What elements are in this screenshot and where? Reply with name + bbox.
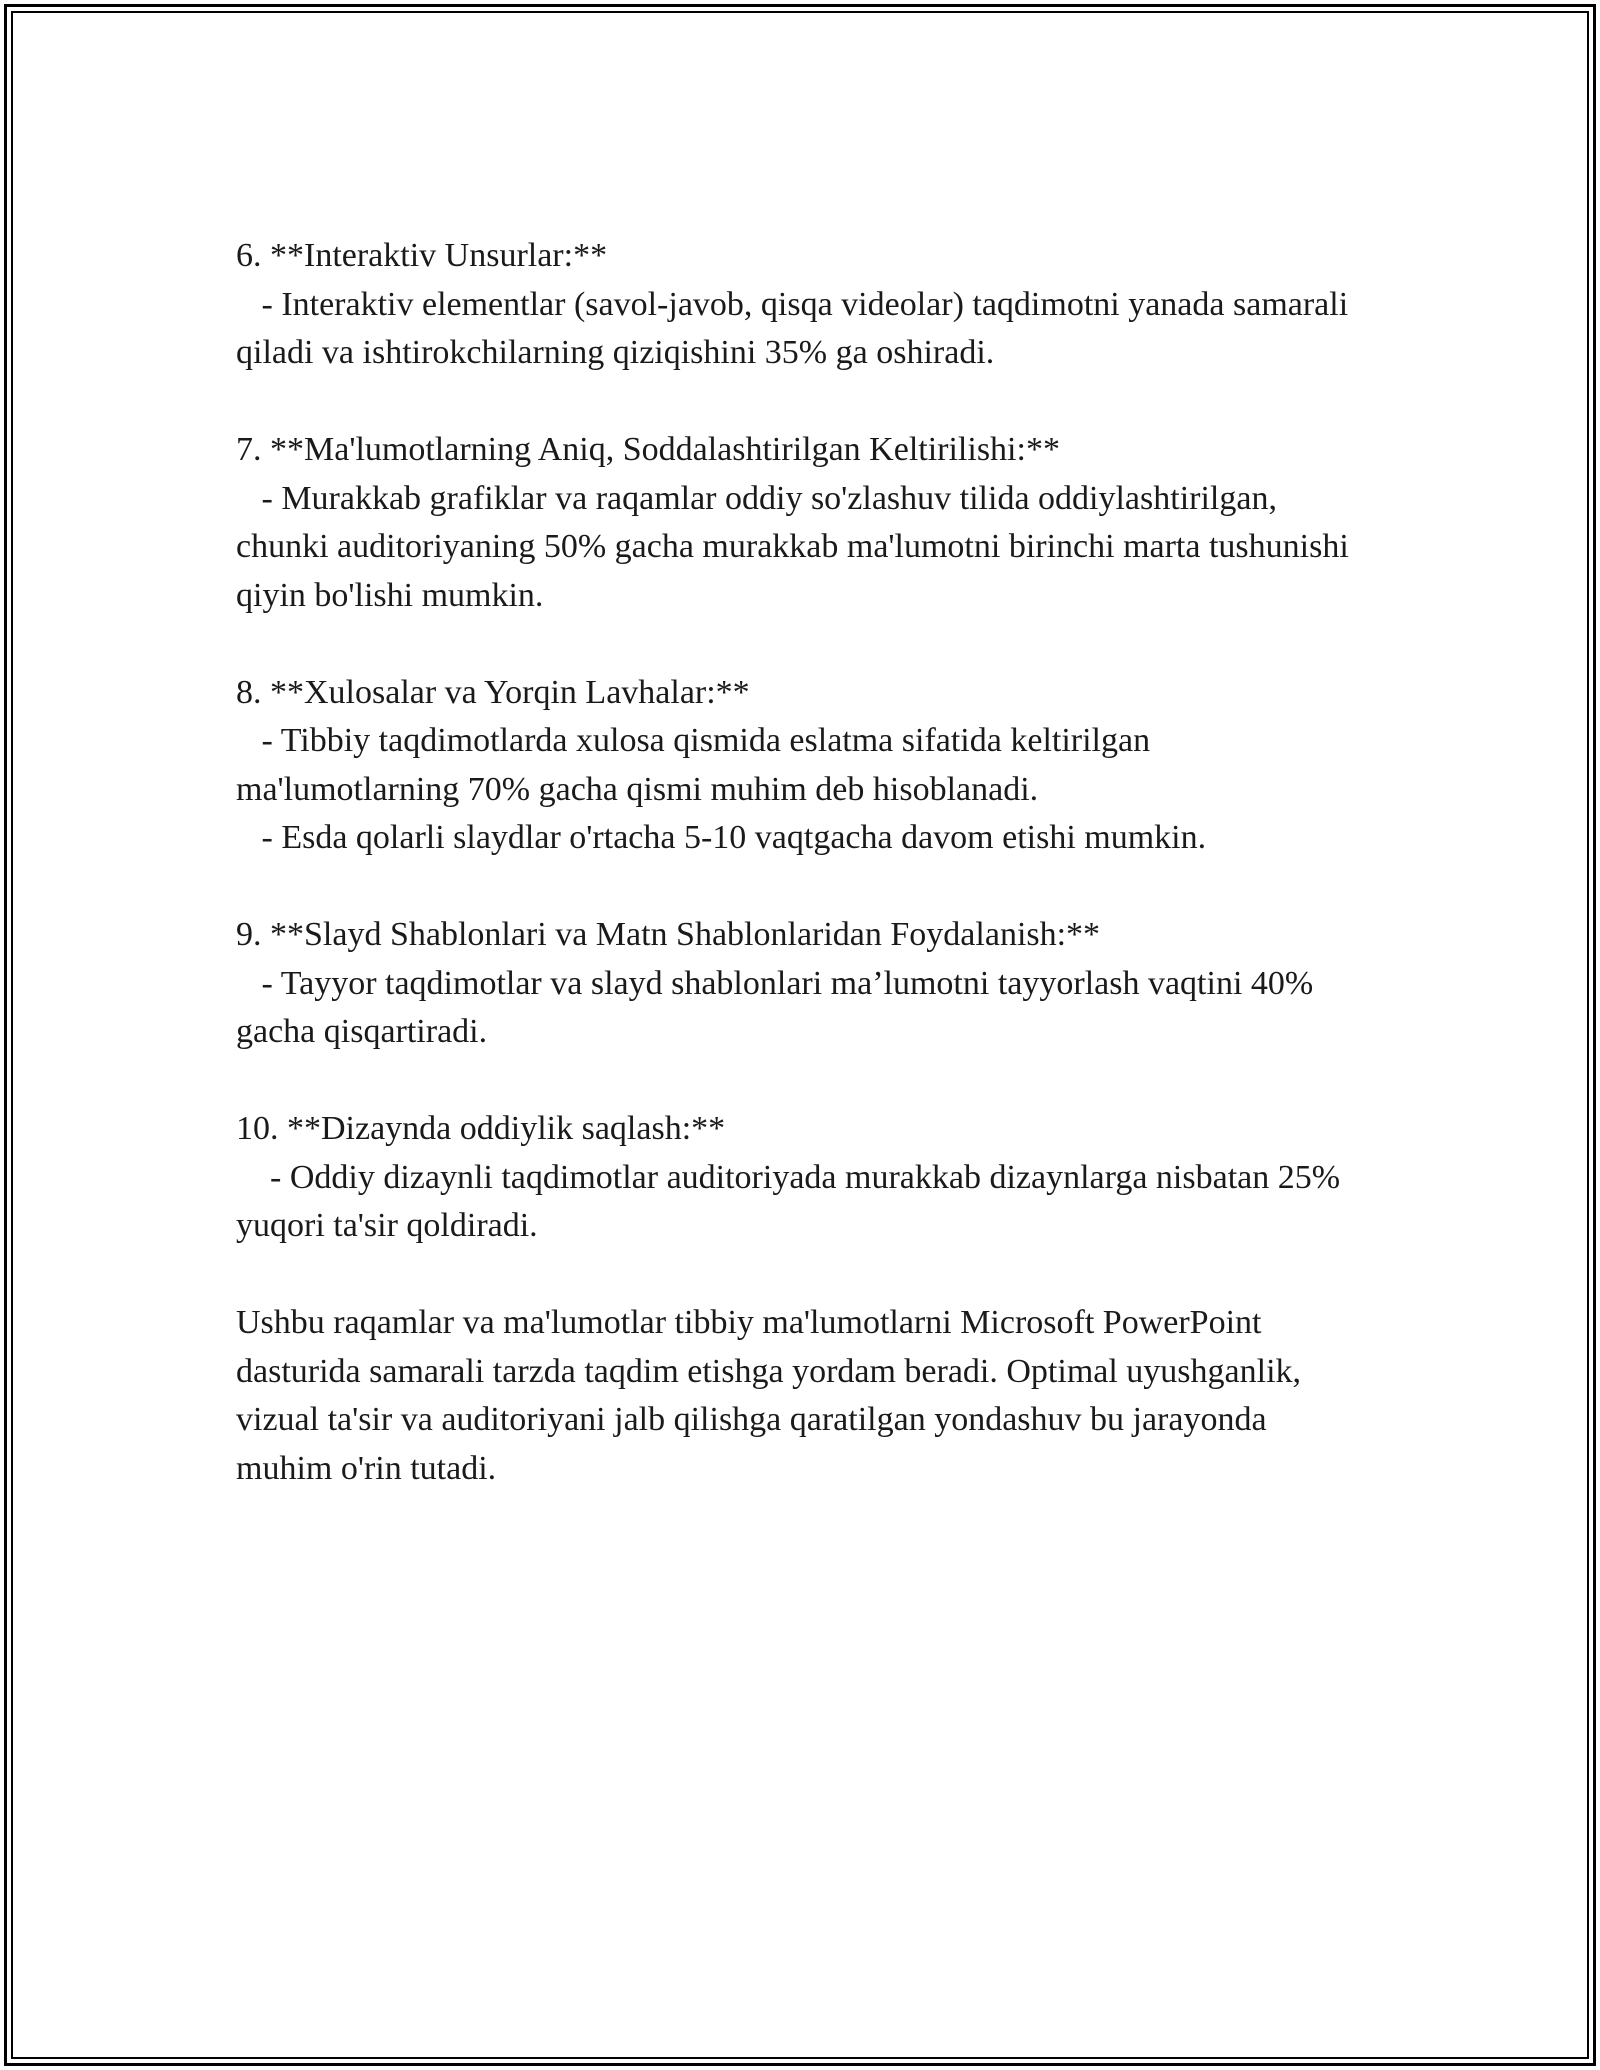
section-heading: 9. **Slayd Shablonlari va Matn Shablonlaridan Foydalanish:** [236,916,1101,953]
section-heading: 6. **Interaktiv Unsurlar:** [236,237,608,274]
section-bullet: - Tayyor taqdimotlar va slayd shablonlari ma’lumotni tayyorlash vaqtini 40% gacha qisqartiradi. [236,964,1322,1050]
section-heading: 10. **Dizaynda oddiylik saqlash:** [236,1110,726,1147]
section-bullet: - Esda qolarli slaydlar o'rtacha 5-10 vaqtgacha davom etishi mumkin. [236,819,1207,856]
section-heading: 8. **Xulosalar va Yorqin Lavhalar:** [236,673,750,711]
section-bullet: - Tibbiy taqdimotlarda xulosa qismida eslatma sifatida keltirilgan ma'lumotlarning 70% gacha qismi muhim deb hisoblanadi. [236,722,1159,808]
section-bullet: - Interaktiv elementlar (savol-javob, qisqa videolar) taqdimotni yanada samarali qiladi va ishtirokchilarning qiziqishini 35% ga oshiradi. [236,285,1357,371]
section-9 [236,911,1366,1057]
document-body [236,232,1366,1493]
section-bullet: - Oddiy dizaynli taqdimotlar auditoriyada murakkab dizaynlarga nisbatan 25% yuqori ta'sir qoldiradi. [236,1158,1349,1244]
section-10 [236,1105,1366,1251]
conclusion-paragraph: Ushbu raqamlar va ma'lumotlar tibbiy ma'lumotlarni Microsoft PowerPoint dasturida samarali tarzda taqdim etishga yordam beradi. Optimal uyushganlik, vizual ta'sir va auditoriyani jalb qilishga qaratilgan yondashuv bu jarayonda muhim o'rin tutadi. [236,1304,1302,1487]
section-bullet: - Murakkab grafiklar va raqamlar oddiy so'zlashuv tilida oddiylashtirilgan, chunki auditoriyaning 50% gacha murakkab ma'lumotni birinchi marta tushunishi qiyin bo'lishi mumkin. [236,479,1358,614]
section-7 [236,426,1366,620]
section-heading: 7. **Ma'lumotlarning Aniq, Soddalashtirilgan Keltirilishi:** [236,431,1060,468]
section-6 [236,232,1366,378]
section-8 [236,669,1366,863]
